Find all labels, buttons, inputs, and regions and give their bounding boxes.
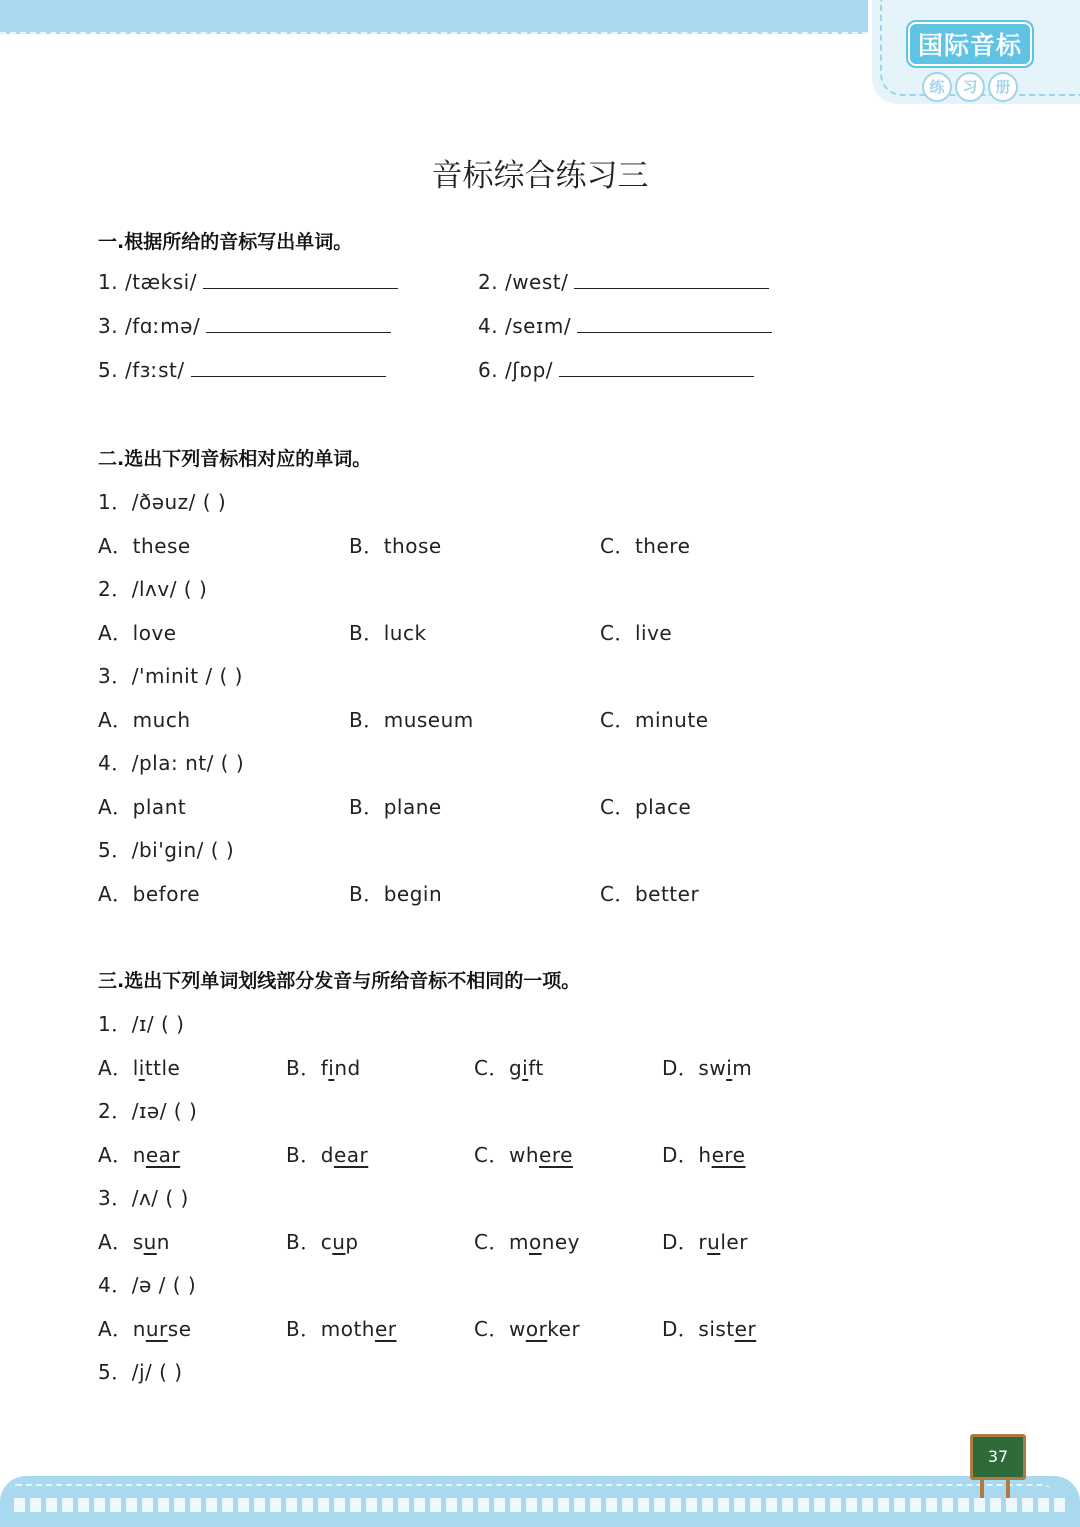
underlined-part: i [522,1056,529,1080]
s3-q4-option-b[interactable]: B．mother [286,1317,397,1341]
s3-q2-option-c[interactable]: C．where [474,1143,573,1167]
page-number: 37 [987,1447,1009,1466]
underlined-part: i [138,1056,145,1080]
s2-q1-option-c[interactable]: C．there [600,534,691,558]
brand-title: 国际音标 [908,22,1032,66]
answer-blank[interactable] [559,356,754,377]
s3-q5-stem: 5．/j/ ( ) [98,1360,183,1384]
underlined-part: ear [333,1143,369,1167]
underlined-part: ear [145,1143,181,1167]
s1-item-6: 6. /ʃɒp/ [478,356,754,382]
s2-q4-option-a[interactable]: A．plant [98,795,187,819]
s3-q3-option-c[interactable]: C．money [474,1230,581,1254]
s2-q4-option-c[interactable]: C．place [600,795,692,819]
s3-q2-option-b[interactable]: B．dear [286,1143,369,1167]
answer-blank[interactable] [574,268,769,289]
section-1-heading: 一.根据所给的音标写出单词。 [98,231,353,253]
s3-q3-option-d[interactable]: D．ruler [662,1230,748,1254]
s2-q1-stem: 1．/ðəuz/ ( ) [98,490,227,514]
underlined-part: i [328,1056,335,1080]
s2-q1-option-b[interactable]: B．those [349,534,442,558]
brand-sub-char: 习 [955,72,985,102]
s3-q3-option-a[interactable]: A．sun [98,1230,170,1254]
answer-blank[interactable] [203,268,398,289]
underlined-part: er [734,1317,757,1341]
s2-q5-option-c[interactable]: C．better [600,882,700,906]
s3-q4-option-d[interactable]: D．sister [662,1317,757,1341]
s2-q2-option-c[interactable]: C．live [600,621,673,645]
bottom-dashed-line [10,1484,1050,1496]
s2-q3-option-c[interactable]: C．minute [600,708,709,732]
s2-q5-option-b[interactable]: B．begin [349,882,443,906]
bottom-square-pattern [14,1498,1066,1512]
s3-q2-option-a[interactable]: A．near [98,1143,181,1167]
s1-item-3: 3. /fɑːmə/ [98,312,391,338]
s2-q2-option-b[interactable]: B．luck [349,621,427,645]
s3-q1-option-a[interactable]: A．little [98,1056,181,1080]
underlined-part: ere [711,1143,746,1167]
top-decor-bar [0,0,868,34]
s2-q5-stem: 5．/bi'gin/ ( ) [98,838,235,862]
s2-q3-option-b[interactable]: B．museum [349,708,474,732]
s1-item-2: 2. /west/ [478,268,769,294]
brand-logo [905,22,1035,102]
underlined-part: or [525,1317,548,1341]
s3-q4-stem: 4．/ə / ( ) [98,1273,197,1297]
s1-item-5: 5. /fɜːst/ [98,356,386,382]
underlined-part: ur [145,1317,168,1341]
brand-sub-char: 册 [988,72,1018,102]
s3-q3-stem: 3．/ʌ/ ( ) [98,1186,189,1210]
answer-blank[interactable] [191,356,386,377]
underlined-part: u [332,1230,346,1254]
s2-q3-stem: 3．/'minit / ( ) [98,664,243,688]
brand-subtitle [905,72,1035,102]
s3-q1-option-d[interactable]: D．swim [662,1056,753,1080]
s3-q2-option-d[interactable]: D．here [662,1143,746,1167]
s2-q4-stem: 4．/pla: nt/ ( ) [98,751,245,775]
s2-q2-option-a[interactable]: A．love [98,621,177,645]
underlined-part: u [143,1230,157,1254]
s3-q1-option-b[interactable]: B．find [286,1056,361,1080]
s2-q2-stem: 2．/lʌv/ ( ) [98,577,208,601]
s2-q4-option-b[interactable]: B．plane [349,795,442,819]
s3-q3-option-b[interactable]: B．cup [286,1230,359,1254]
underlined-part: o [528,1230,542,1254]
underlined-part: u [707,1230,721,1254]
s3-q1-option-c[interactable]: C．gift [474,1056,544,1080]
underlined-part: ere [539,1143,573,1167]
s3-q1-stem: 1．/ɪ/ ( ) [98,1012,185,1036]
page-number-chalkboard-icon [970,1434,1026,1480]
answer-blank[interactable] [206,312,391,333]
page-title: 音标综合练习三 [431,158,649,194]
brand-sub-char: 练 [922,72,952,102]
section-2-heading: 二.选出下列音标相对应的单词。 [98,448,372,470]
underlined-part: er [374,1317,397,1341]
s2-q3-option-a[interactable]: A．much [98,708,191,732]
s2-q5-option-a[interactable]: A．before [98,882,201,906]
s3-q2-stem: 2．/ɪə/ ( ) [98,1099,198,1123]
s3-q4-option-c[interactable]: C．worker [474,1317,581,1341]
s3-q4-option-a[interactable]: A．nurse [98,1317,192,1341]
s1-item-1: 1. /tæksi/ [98,268,398,294]
s2-q1-option-a[interactable]: A．these [98,534,191,558]
answer-blank[interactable] [577,312,772,333]
s1-item-4: 4. /seɪm/ [478,312,772,338]
underlined-part: i [726,1056,733,1080]
section-3-heading: 三.选出下列单词划线部分发音与所给音标不相同的一项。 [98,970,581,992]
